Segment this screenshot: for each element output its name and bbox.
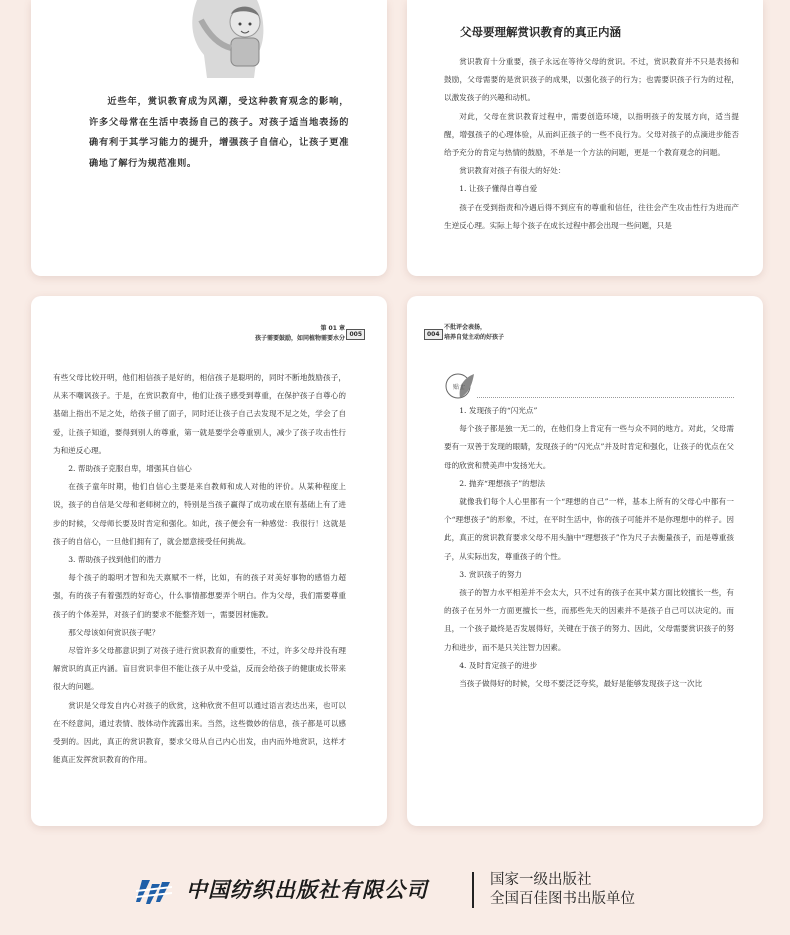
paragraph: 1. 让孩子懂得自尊自爱 [459,184,538,194]
chapter-label: 第 01 章 [320,325,345,332]
article-body [53,369,346,769]
paragraph: 3. 帮助孩子找到他们的潜力 [68,555,162,565]
book-page-bottom-left [31,296,387,826]
book-page-top-right [407,0,763,276]
paragraph: 孩子在受到指责和冷遇后得不到应有的尊重和信任，往往会产生攻击性行为进而产生逆反心理。实际上每个孩子在成长过程中都会出现一些问题，只是 [444,202,739,230]
book-page-bottom-right [407,296,763,826]
paragraph: 2. 抛弃“理想孩子”的想法 [459,478,545,488]
article-body [444,402,734,693]
logo-divider [472,872,474,908]
article-title: 父母要理解赏识教育的真正内涵 [460,25,621,39]
tagline-line1: 国家一级出版社 [490,872,592,888]
tip-divider [477,397,734,398]
paragraph: 尽管许多父母都意识到了对孩子进行赏识教育的重要性，不过，许多父母并没有理解赏识的真正内涵。盲目赏识非但不能让孩子从中受益，反而会给孩子的健康成长带来很大的问题。 [53,646,346,692]
book-title-line1: 不批评会表扬， [444,324,487,331]
paragraph: 在孩子童年时期，他们自信心主要是来自教师和成人对他的评价。从某种程度上说，孩子的自信是父母和老师树立的，特别是当孩子赢得了成功或在原有基础上有了进步的时候，父母师长要及时肯定和强化。如此，孩子便会有一种感觉：我很行！这就是孩子的自信心，一旦他们拥有了，就会愿意接受任何挑战。 [53,482,346,546]
book-page-top-left [31,0,387,276]
paragraph: 2. 帮助孩子克服自卑，增强其自信心 [68,464,192,474]
chapter-title: 孩子需要鼓励，如同植物需要水分 [254,335,345,342]
publisher-logo-icon [136,876,172,906]
paragraph: 那父母该如何赏识孩子呢？ [68,627,160,637]
running-header [444,323,504,343]
book-title-line2: 培养自觉主动的好孩子 [444,334,505,341]
paragraph: 有些父母比较开明，他们相信孩子是好的，相信孩子是聪明的，同时不断地鼓励孩子，从来不嘲讽孩子。于是，在赏识教育中，他们让孩子感受到尊重，在保护孩子自尊心的基础上指出不足之处，给孩子留了面子，同时还让孩子自己去发现不足之处，学会了自爱，让孩子知道，要得到别人的尊重，第一就是要学会尊重别人，减少了孩子攻击性行为和逆反心理。 [53,373,346,455]
paragraph: 就像我们每个人心里都有一个“理想的自己”一样，基本上所有的父母心中都有一个“理想孩子”的形象，不过，在平时生活中，你的孩子可能并不是你理想中的样子。因此，真正的赏识教育要求父母不用头脑中“理想孩子”作为尺子去衡量孩子，而是尊重孩子，从实际出发，尊重孩子的个性。 [444,497,734,561]
paragraph: 每个孩子的聪明才智和先天禀赋不一样，比如，有的孩子对美好事物的感悟力超强，有的孩子有着强烈的好奇心，什么事情都想要弄个明白。作为父母，我们需要尊重孩子的个体差异，对孩子们的要求不能整齐划一，需要因材施教。 [53,573,346,619]
paragraph: 每个孩子都是独一无二的，在他们身上肯定有一些与众不同的地方。对此，父母需要有一双善于发现的眼睛，发现孩子的“闪光点”并及时肯定和强化，让孩子的优点在父母的欣赏和赞美声中发扬光大。 [444,424,734,470]
paragraph: 赏识是父母发自内心对孩子的欣赏，这种欣赏不但可以通过语言表达出来，也可以在不经意间，通过表情、肢体动作流露出来。当然，这些微妙的信息，孩子都是可以感受到的。因此，真正的赏识教育，要求父母从自己内心出发，由内而外地赏识，这样才能真正发挥赏识教育的作用。 [53,700,346,765]
paragraph: 对此，父母在赏识教育过程中，需要创造环境，以指明孩子的发展方向，适当提醒，增强孩子的心理体验，从而纠正孩子的一些不良行为。父母对孩子的点滴进步能否给予充分的肯定与热情的鼓励，不单是一个方法的问题，更是一个教育观念的问题。 [444,111,739,158]
paragraph: 3. 赏识孩子的努力 [459,569,523,579]
article-body [444,53,739,235]
intro-paragraph: 近些年，赏识教育成为风潮，受这种教育观念的影响，许多父母常在生活中表扬自己的孩子。对孩子适当地表扬的确有利于其学习能力的提升，增强孩子自信心，让孩子更准确地了解行为规范准则。 [89,96,349,169]
page-number: 005 [346,329,365,340]
tip-leaf-icon [444,372,476,400]
intro-poem [89,92,349,174]
publisher-name: 中国纺织出版社有限公司 [186,877,428,902]
page-number: 004 [424,329,443,340]
parent-child-illustration [159,0,274,78]
paragraph: 赏识教育十分重要，孩子永远在等待父母的赏识。不过，赏识教育并不只是表扬和鼓励，父母需要的是赏识孩子的成果，以强化孩子的行为；也需要识孩子行为的过程，以激发孩子的兴趣和动机。 [444,57,739,103]
paragraph: 当孩子做得好的时候，父母不要泛泛夸奖，最好是能够发现孩子这一次比 [459,679,703,689]
running-header [255,324,345,344]
paragraph: 4. 及时肯定孩子的进步 [459,660,538,670]
publisher-tagline [490,871,635,909]
tagline-line2: 全国百佳图书出版单位 [490,891,635,907]
paragraph: 孩子的智力水平相差并不会太大，只不过有的孩子在其中某方面比较擅长一些，有的孩子在另外一方面更擅长一些，而那些先天的因素并不是孩子自己可以决定的。而且，一个孩子最终是否发展得好，关键在于孩子的努力、因此，父母需要赏识孩子的努力和进步，而不是只关注智力因素。 [444,588,734,652]
paragraph: 赏识教育对孩子有很大的好处： [459,166,566,176]
paragraph: 1. 发现孩子的“闪光点” [459,406,538,415]
tip-label: 贴士 [453,384,466,391]
